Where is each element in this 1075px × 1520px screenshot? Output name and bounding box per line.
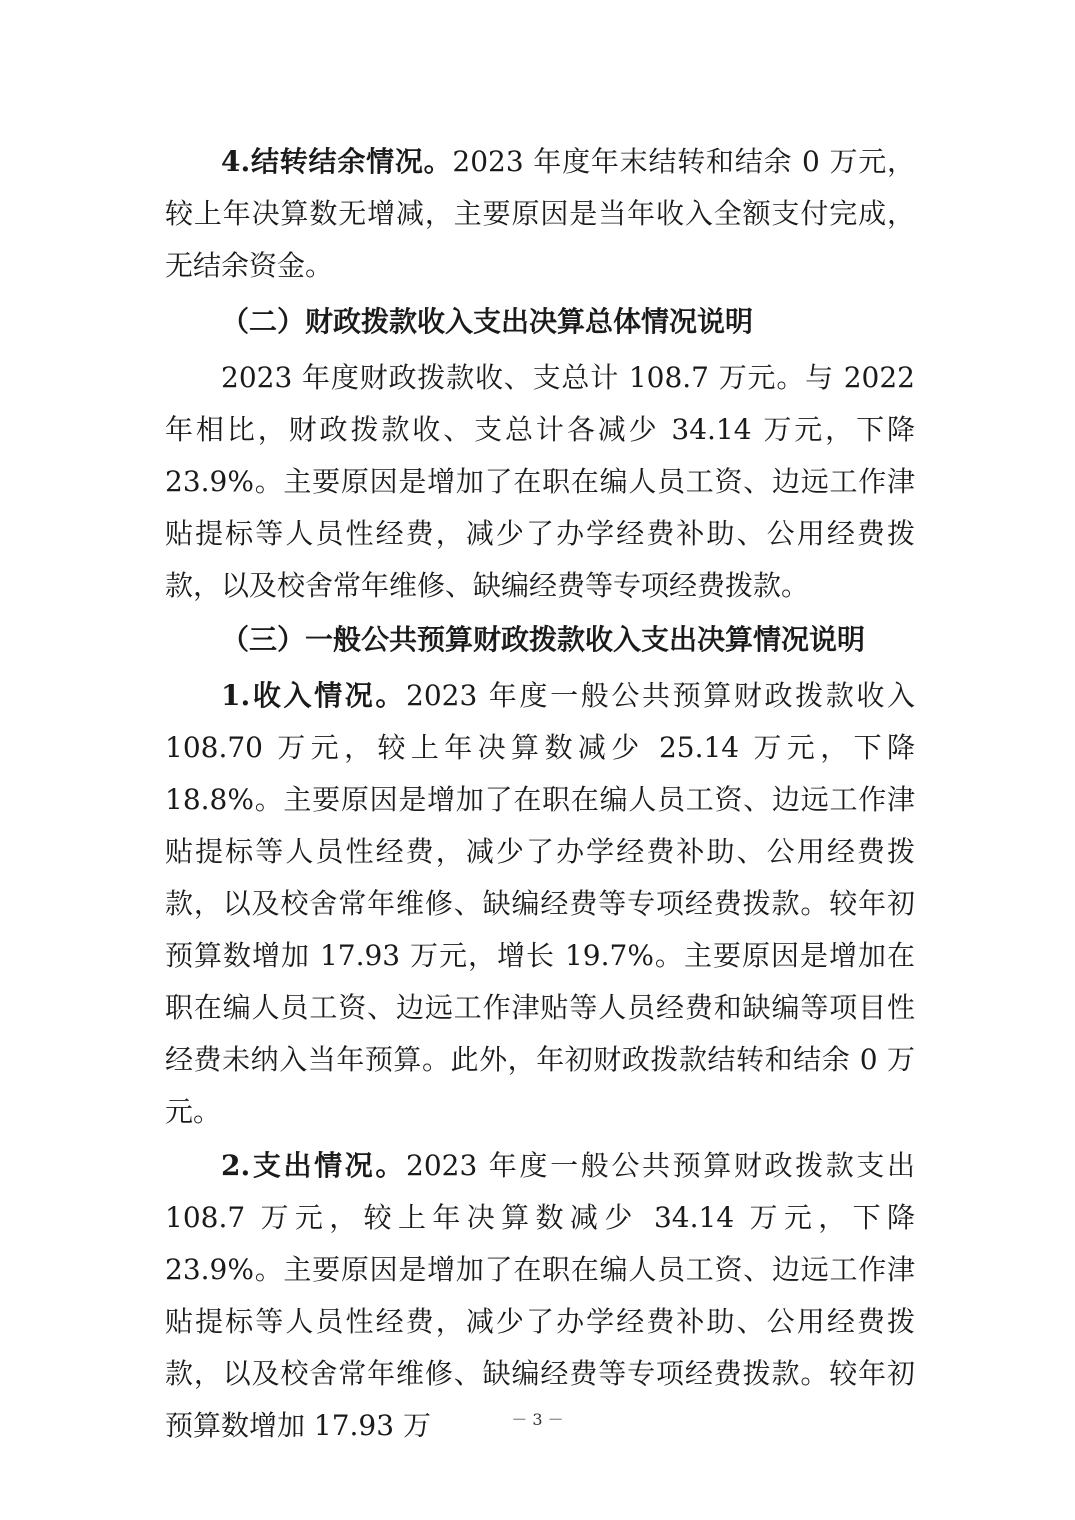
paragraph-income [165, 670, 915, 1138]
paragraph-text: 2023 年度一般公共预算财政拨款收入 108.70 万元，较上年决算数减少 25.14 万元，下降 18.8%。主要原因是增加了在职在编人员工资、边远工作津贴提标等人员性经费，减少了办学经费补助、公用经费拨款，以及校舍常年维修、缺编经费等专项经费拨款。较年初预算数增加 17.93 万元，增长 19.7%。主要原因是增加在职在编人员工资、边远工作津贴等人员经费和缺编等项目性经费未纳入当年预算。此外，年初财政拨款结转和结余 0 万元。 [165, 679, 915, 1128]
paragraph-carryover-balance [165, 136, 915, 292]
paragraph-fiscal-overview [165, 352, 915, 612]
section-heading-2: （二）财政拨款收入支出决算总体情况说明 [221, 305, 754, 338]
paragraph-text: 2023 年度财政拨款收、支总计 108.7 万元。与 2022 年相比，财政拨款收、支总计各减少 34.14 万元，下降 23.9%。主要原因是增加了在职在编人员工资、边远工作津贴提标等人员性经费，减少了办学经费补助、公用经费拨款，以及校舍常年维修、缺编经费等专项经费拨款。 [165, 361, 915, 602]
paragraph-text: 2023 年度年末结转和结余 0 万元，较上年决算数无增减，主要原因是当年收入全额支付完成，无结余资金。 [165, 145, 916, 282]
document-body [165, 136, 915, 1452]
page-number: － 3 － [511, 1410, 564, 1429]
section-heading-3: （三）一般公共预算财政拨款收入支出决算情况说明 [221, 623, 866, 656]
paragraph-expenditure [165, 1140, 915, 1452]
paragraph-lead: 4.结转结余情况。 [221, 145, 453, 178]
paragraph-lead: 1.收入情况。 [221, 679, 407, 712]
paragraph-text: 2023 年度一般公共预算财政拨款支出 108.7 万元，较上年决算数减少 34.14 万元，下降 23.9%。主要原因是增加了在职在编人员工资、边远工作津贴提标等人员性经费，减少了办学经费补助、公用经费拨款，以及校舍常年维修、缺编经费等专项经费拨款。较年初预算数增加 17.93 万 [165, 1149, 915, 1442]
paragraph-lead: 2.支出情况。 [221, 1149, 407, 1182]
